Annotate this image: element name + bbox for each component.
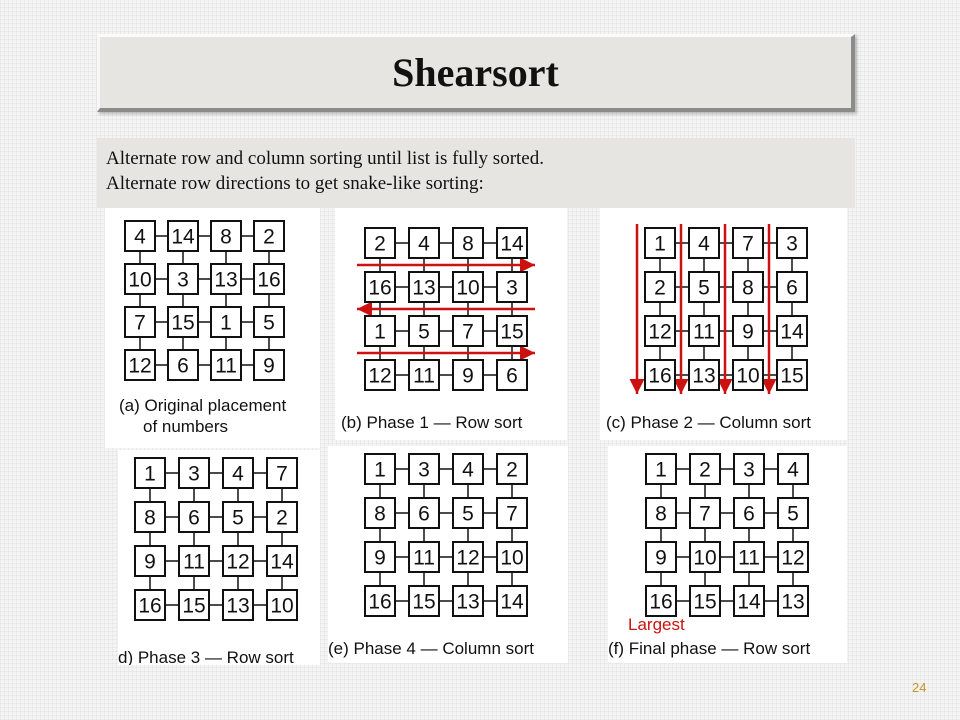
grid-cell-value: 2 [276, 506, 288, 530]
grid-cell-value: 1 [654, 232, 666, 256]
panel-caption: (c) Phase 2 — Column sort [606, 413, 812, 432]
panel-b-phase1 [335, 208, 567, 440]
grid-d-svg [118, 450, 320, 665]
grid-cell-value: 1 [374, 320, 386, 344]
grid-cell-value: 6 [743, 502, 755, 526]
title-bar [97, 34, 855, 112]
grid-cell-value: 9 [263, 354, 275, 378]
grid-cell-value: 9 [144, 550, 156, 574]
grid-c-svg [600, 208, 847, 440]
grid-cell-value: 12 [781, 546, 805, 570]
grid-cell-value: 4 [462, 458, 474, 482]
grid-cell-value: 4 [787, 458, 799, 482]
grid-cell-value: 3 [786, 232, 798, 256]
slide-number: 24 [912, 680, 927, 695]
grid-cell-value: 13 [692, 364, 716, 388]
grid-cell-value: 7 [462, 320, 474, 344]
grid-cell-value: 12 [648, 320, 672, 344]
grid-cell-value: 8 [144, 506, 156, 530]
grid-cell-value: 16 [649, 590, 673, 614]
intro-line-2: Alternate row directions to get snake-like sorting: [106, 173, 484, 194]
grid-cell-value: 10 [693, 546, 717, 570]
grid-cell-value: 12 [226, 550, 250, 574]
grid-cell-value: 13 [781, 590, 805, 614]
grid-cell-value: 13 [412, 276, 436, 300]
grid-cell-value: 16 [368, 276, 392, 300]
grid-cell-value: 16 [257, 268, 281, 292]
grid-cell-value: 1 [144, 462, 156, 486]
grid-cell-value: 1 [220, 311, 232, 335]
slide-title: Shearsort [392, 50, 559, 95]
grid-cell-value: 14 [500, 590, 524, 614]
grid-cell-value: 6 [506, 364, 518, 388]
grid-cell-value: 10 [128, 268, 152, 292]
grid-cell-value: 3 [188, 462, 200, 486]
grid-a-svg [105, 208, 320, 448]
grid-cell-value: 16 [648, 364, 672, 388]
grid-cell-value: 2 [263, 225, 275, 249]
grid-cell-value: 13 [456, 590, 480, 614]
largest-label: Largest [628, 615, 685, 634]
grid-cell-value: 2 [654, 276, 666, 300]
panel-caption: (f) Final phase — Row sort [608, 639, 811, 658]
grid-f-svg [608, 446, 847, 663]
panel-caption: (b) Phase 1 — Row sort [341, 413, 523, 432]
grid-cell-value: 7 [699, 502, 711, 526]
grid-cell-value: 15 [412, 590, 436, 614]
grid-cell-value: 10 [736, 364, 760, 388]
grid-cell-value: 2 [374, 232, 386, 256]
grid-cell-value: 1 [655, 458, 667, 482]
grid-cell-value: 14 [500, 232, 524, 256]
grid-b-svg [335, 208, 567, 440]
panel-caption: (e) Phase 4 — Column sort [328, 639, 534, 658]
grid-cell-value: 9 [374, 546, 386, 570]
grid-cell-value: 7 [742, 232, 754, 256]
grid-cell-value: 11 [215, 354, 237, 378]
grid-cell-value: 3 [743, 458, 755, 482]
grid-cell-value: 10 [456, 276, 480, 300]
grid-cell-value: 13 [226, 594, 250, 618]
grid-cell-value: 10 [270, 594, 294, 618]
grid-cell-value: 11 [413, 364, 435, 388]
grid-cell-value: 11 [413, 546, 435, 570]
grid-cell-value: 13 [214, 268, 238, 292]
grid-cell-value: 7 [276, 462, 288, 486]
grid-cell-value: 9 [742, 320, 754, 344]
grid-cell-value: 6 [188, 506, 200, 530]
grid-cell-value: 12 [368, 364, 392, 388]
grid-cell-value: 9 [462, 364, 474, 388]
grid-cell-value: 10 [500, 546, 524, 570]
grid-cell-value: 5 [698, 276, 710, 300]
grid-cell-value: 9 [655, 546, 667, 570]
grid-cell-value: 14 [270, 550, 294, 574]
grid-cell-value: 6 [786, 276, 798, 300]
panel-caption: d) Phase 3 — Row sort [118, 648, 294, 665]
grid-cell-value: 4 [418, 232, 430, 256]
grid-cell-value: 2 [699, 458, 711, 482]
grid-cell-value: 8 [220, 225, 232, 249]
grid-cell-value: 14 [780, 320, 804, 344]
panel-a-original [105, 208, 320, 448]
grid-cell-value: 6 [418, 502, 430, 526]
grid-cell-value: 12 [456, 546, 480, 570]
grid-cell-value: 5 [232, 506, 244, 530]
grid-e-svg [328, 446, 568, 663]
grid-cell-value: 12 [128, 354, 152, 378]
grid-cell-value: 14 [171, 225, 195, 249]
grid-cell-value: 16 [138, 594, 162, 618]
panel-c-phase2 [600, 208, 847, 440]
grid-cell-value: 7 [506, 502, 518, 526]
intro-line-1: Alternate row and column sorting until list is fully sorted. [106, 148, 544, 169]
grid-cell-value: 11 [738, 546, 760, 570]
panel-e-phase4 [328, 446, 568, 663]
grid-cell-value: 5 [462, 502, 474, 526]
grid-cell-value: 15 [780, 364, 804, 388]
grid-cell-value: 8 [374, 502, 386, 526]
grid-cell-value: 7 [134, 311, 146, 335]
grid-cell-value: 3 [506, 276, 518, 300]
intro-text-box [97, 138, 855, 208]
panel-d-phase3 [118, 450, 320, 665]
grid-cell-value: 8 [742, 276, 754, 300]
panel-caption: (a) Original placement [119, 396, 287, 415]
grid-cell-value: 3 [177, 268, 189, 292]
grid-cell-value: 15 [500, 320, 524, 344]
grid-cell-value: 5 [418, 320, 430, 344]
grid-cell-value: 5 [263, 311, 275, 335]
grid-cell-value: 16 [368, 590, 392, 614]
panel-caption: of numbers [143, 417, 229, 436]
grid-cell-value: 15 [182, 594, 206, 618]
grid-cell-value: 3 [418, 458, 430, 482]
panel-f-final [608, 446, 847, 663]
grid-cell-value: 15 [171, 311, 195, 335]
grid-cell-value: 8 [655, 502, 667, 526]
grid-cell-value: 6 [177, 354, 189, 378]
grid-cell-value: 15 [693, 590, 717, 614]
grid-cell-value: 4 [134, 225, 146, 249]
grid-cell-value: 5 [787, 502, 799, 526]
grid-cell-value: 4 [698, 232, 710, 256]
grid-cell-value: 11 [693, 320, 715, 344]
grid-cell-value: 14 [737, 590, 761, 614]
grid-cell-value: 8 [462, 232, 474, 256]
grid-cell-value: 11 [183, 550, 205, 574]
grid-cell-value: 1 [374, 458, 386, 482]
grid-cell-value: 4 [232, 462, 244, 486]
grid-cell-value: 2 [506, 458, 518, 482]
